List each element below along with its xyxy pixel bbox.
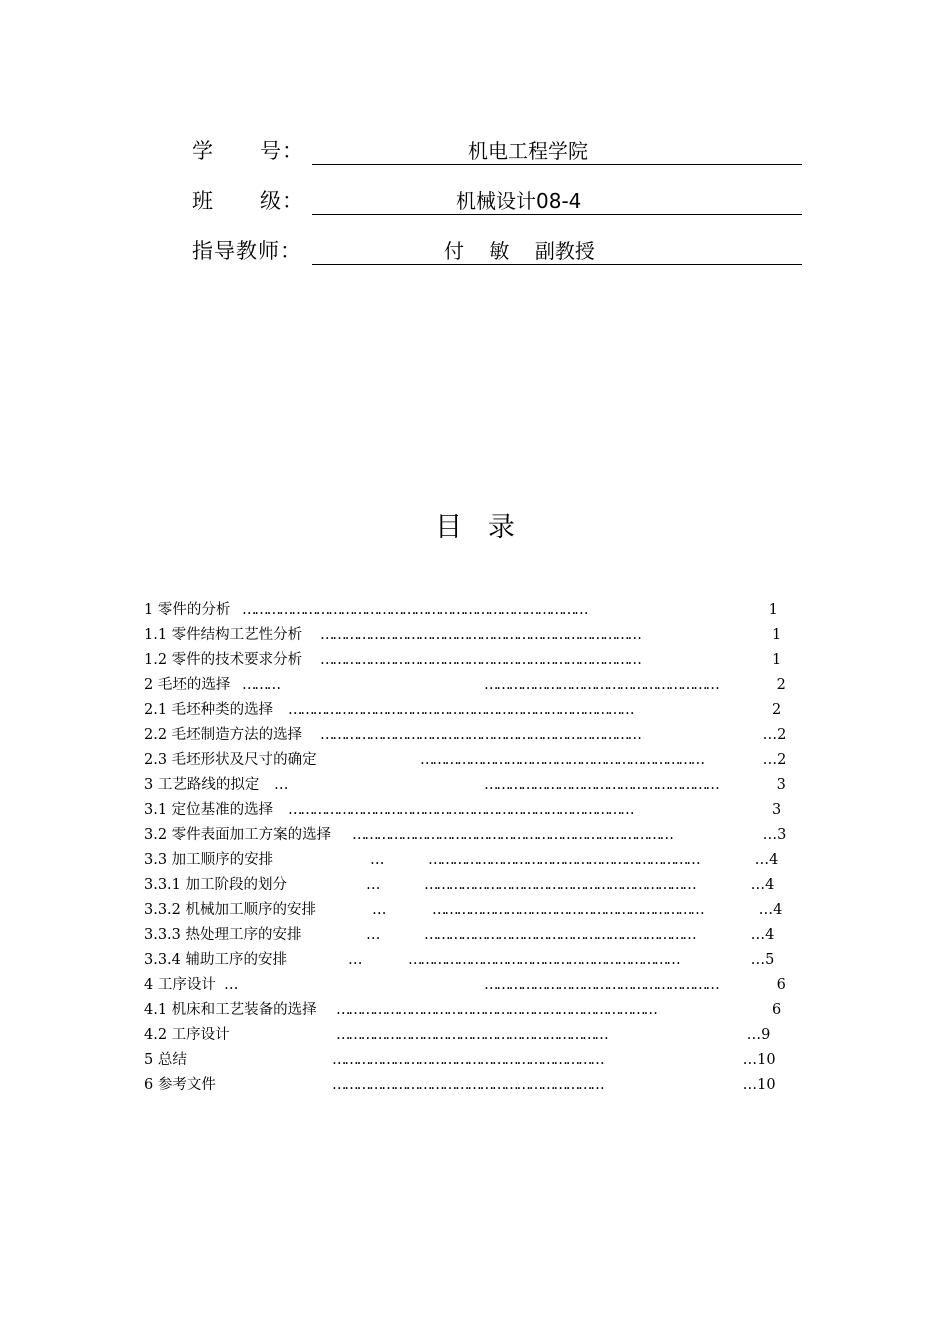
toc-entry[interactable] — [144, 825, 804, 845]
toc-entry-leader: ………………………………………………………… — [432, 902, 703, 918]
toc-entry-leader: ………………………………………………… — [484, 777, 718, 793]
toc-entry[interactable] — [144, 850, 804, 870]
toc-entry-pre-leader: … — [224, 977, 237, 993]
toc-entry[interactable] — [144, 900, 804, 920]
toc-entry-leader: ………………………………………………… — [484, 677, 718, 693]
toc-entry[interactable] — [144, 750, 804, 770]
class-label: 班 级： — [192, 189, 305, 213]
toc-entry-page: …2 — [758, 727, 787, 743]
toc-entry-page: …4 — [754, 902, 783, 918]
toc-entry-page: …4 — [746, 877, 775, 893]
toc-entry-page: 3 — [772, 802, 782, 818]
student-id-label: 学 号： — [192, 139, 305, 163]
toc-entry-pre-leader: … — [348, 952, 361, 968]
toc-entry-leader: …………………………………………………………………… — [320, 627, 640, 643]
toc-entry-page: …5 — [746, 952, 775, 968]
toc-entry-leader: ………………………………………………………………………… — [288, 802, 633, 818]
toc-entry-text: 1.1 零件结构工艺性分析 — [144, 627, 303, 643]
student-id-row — [192, 136, 804, 166]
advisor-label: 指导教师： — [192, 239, 302, 263]
toc-entry-leader: ………………………………………………………… — [424, 877, 695, 893]
toc-entry-pre-leader: … — [370, 852, 383, 868]
toc-entry[interactable] — [144, 925, 804, 945]
toc-entry-text: 4 工序设计 — [144, 977, 216, 993]
toc-entry-page: 3 — [772, 777, 786, 793]
toc-entry-page: …9 — [742, 1027, 771, 1043]
toc-title: 目 录 — [435, 512, 515, 543]
toc-entry[interactable] — [144, 600, 804, 620]
toc-entry-text: 3.3.1 加工阶段的划分 — [144, 877, 288, 893]
toc-entry-page: 1 — [764, 602, 778, 618]
toc-entry-leader: ………………………………………………………… — [428, 852, 699, 868]
toc-entry-pre-leader: … — [274, 777, 287, 793]
toc-entry-leader: ………………………………………………………… — [336, 1027, 607, 1043]
toc-entry-page: …10 — [738, 1052, 776, 1068]
toc-entry-page: 2 — [772, 677, 786, 693]
toc-entry[interactable] — [144, 650, 804, 670]
toc-entry-leader: …………………………………………………………… — [420, 752, 703, 768]
toc-entry-text: 3.2 零件表面加工方案的选择 — [144, 827, 332, 843]
advisor-value: 付 敏 副教授 — [444, 239, 595, 263]
toc-entry-text: 2 毛坯的选择 — [144, 677, 231, 693]
toc-entry-pre-leader: ……… — [242, 677, 279, 693]
toc-entry-page: 1 — [772, 627, 782, 643]
toc-entry-text: 3.3.2 机械加工顺序的安排 — [144, 902, 317, 918]
advisor-row — [192, 236, 804, 266]
toc-entry-text: 2.1 毛坯种类的选择 — [144, 702, 274, 718]
toc-entry[interactable] — [144, 700, 804, 720]
toc-entry-page: …4 — [746, 927, 775, 943]
toc-entry-text: 1.2 零件的技术要求分析 — [144, 652, 303, 668]
toc-entry-page: 6 — [772, 977, 786, 993]
class-row — [192, 186, 804, 216]
toc-entry[interactable] — [144, 1000, 804, 1020]
toc-entry-pre-leader: … — [366, 877, 379, 893]
toc-entry-text: 5 总结 — [144, 1052, 187, 1068]
toc-entry-leader: ………………………………………………………………………… — [242, 602, 587, 618]
toc-entry-text: 4.1 机床和工艺装备的选择 — [144, 1002, 317, 1018]
toc-entry-leader: ………………………………………………………… — [424, 927, 695, 943]
toc-entry-leader: …………………………………………………………………… — [336, 1002, 656, 1018]
toc-entry-leader: ………………………………………………… — [484, 977, 718, 993]
toc-entry-text: 3.3.4 辅助工序的安排 — [144, 952, 288, 968]
toc-entry[interactable] — [144, 775, 804, 795]
toc-entry[interactable] — [144, 1075, 804, 1095]
toc-entry-text: 2.2 毛坯制造方法的选择 — [144, 727, 303, 743]
toc-entry-leader: …………………………………………………………………… — [320, 727, 640, 743]
class-value: 机械设计08-4 — [456, 189, 582, 213]
toc-entry-page: …2 — [758, 752, 787, 768]
toc-entry[interactable] — [144, 675, 804, 695]
toc-entry-leader: …………………………………………………………………… — [352, 827, 672, 843]
toc-entry-leader: …………………………………………………………………… — [320, 652, 640, 668]
toc-entry-leader: ………………………………………………………………………… — [288, 702, 633, 718]
toc-entry-page: 6 — [772, 1002, 782, 1018]
toc-entry-pre-leader: … — [372, 902, 385, 918]
toc-entry-text: 4.2 工序设计 — [144, 1027, 230, 1043]
toc-entry-leader: ………………………………………………………… — [332, 1077, 603, 1093]
toc-entry[interactable] — [144, 625, 804, 645]
toc-entry-text: 1 零件的分析 — [144, 602, 231, 618]
toc-entry[interactable] — [144, 975, 804, 995]
toc-entry-page: …10 — [738, 1077, 776, 1093]
toc-entry[interactable] — [144, 950, 804, 970]
toc-entry-text: 2.3 毛坯形状及尺寸的确定 — [144, 752, 317, 768]
toc-entry-pre-leader: … — [366, 927, 379, 943]
toc-entry-text: 3 工艺路线的拟定 — [144, 777, 260, 793]
toc-entry[interactable] — [144, 1050, 804, 1070]
toc-entry-text: 3.3 加工顺序的安排 — [144, 852, 274, 868]
toc-entry-page: 1 — [772, 652, 782, 668]
toc-entry-page: …3 — [758, 827, 787, 843]
toc-entry-text: 6 参考文件 — [144, 1077, 216, 1093]
toc-entry[interactable] — [144, 800, 804, 820]
toc-entry-leader: ………………………………………………………… — [408, 952, 679, 968]
toc-entry-page: …4 — [750, 852, 779, 868]
toc-entry[interactable] — [144, 1025, 804, 1045]
toc-entry-page: 2 — [772, 702, 782, 718]
toc-entry-leader: ………………………………………………………… — [332, 1052, 603, 1068]
student-id-value: 机电工程学院 — [468, 139, 588, 163]
toc-entry[interactable] — [144, 725, 804, 745]
toc-entry[interactable] — [144, 875, 804, 895]
toc-entry-text: 3.1 定位基准的选择 — [144, 802, 274, 818]
toc-entry-text: 3.3.3 热处理工序的安排 — [144, 927, 302, 943]
